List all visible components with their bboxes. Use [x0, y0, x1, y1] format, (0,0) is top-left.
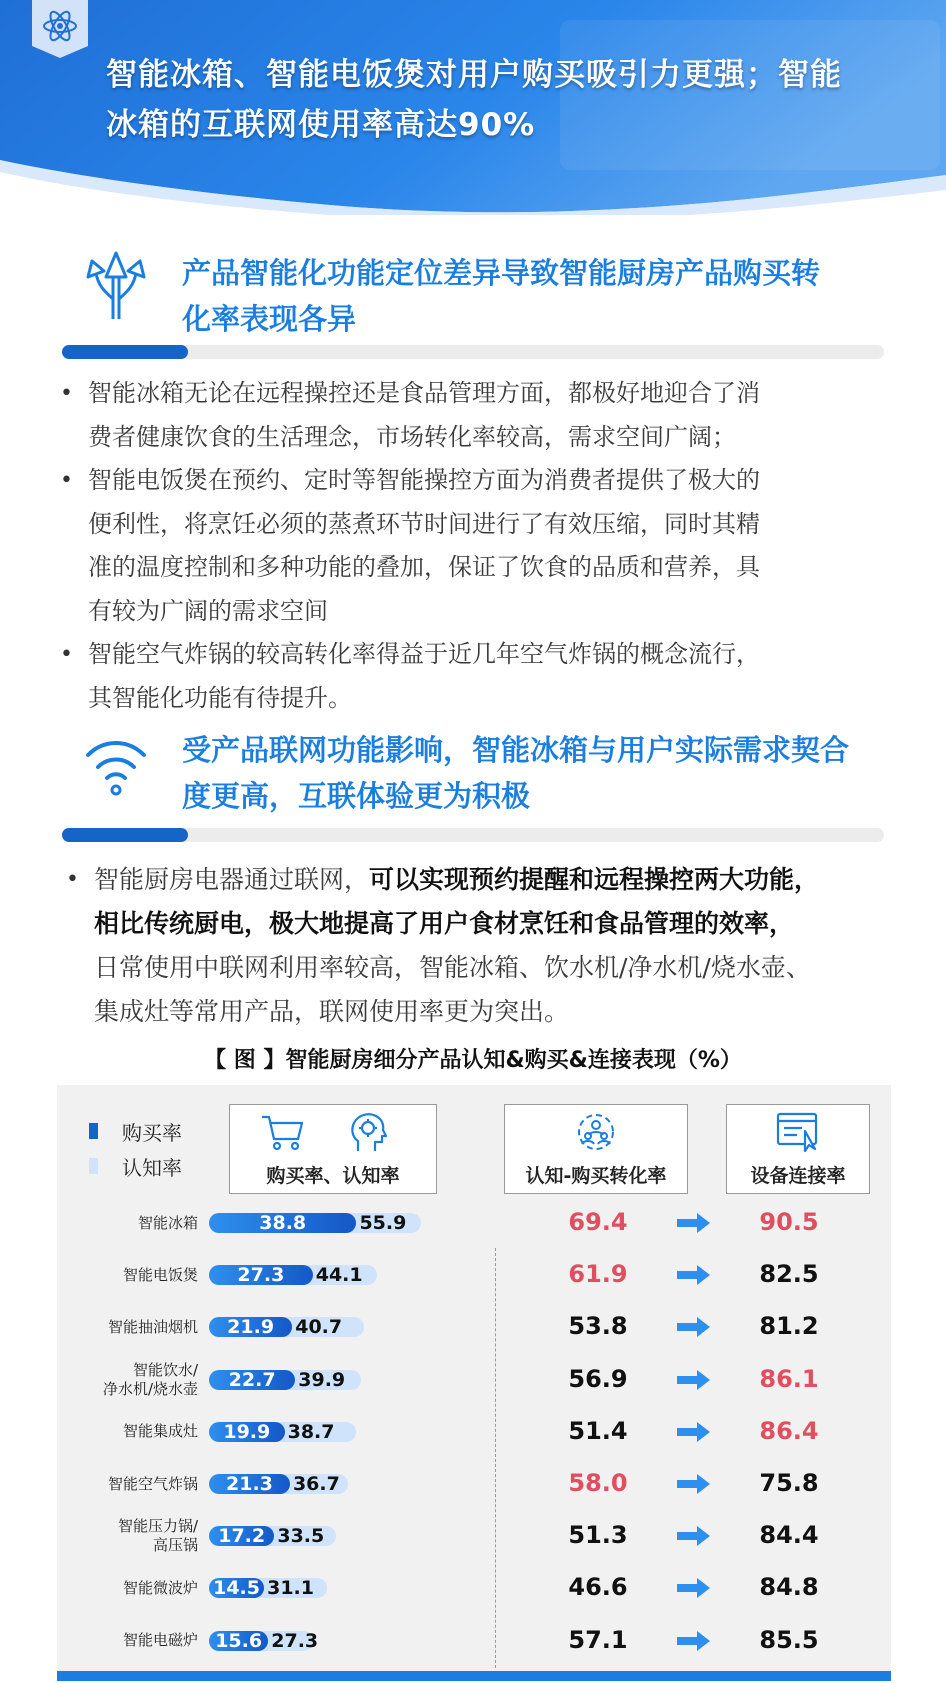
category-label: [70, 1361, 198, 1399]
connection-rate-value: 84.8: [759, 1573, 819, 1602]
category-label: [70, 1475, 198, 1494]
category-label: [70, 1214, 198, 1233]
column-header-rates: [229, 1104, 437, 1194]
page-title-line-2: 冰箱的互联网使用率高达90%: [106, 107, 536, 143]
legend-swatch-aware: [89, 1158, 98, 1174]
section-2-divider: [62, 828, 884, 842]
bullet-line: 费者健康饮食的生活理念，市场转化率较高，需求空间广阔；: [88, 422, 736, 451]
conversion-rate-value: 46.6: [568, 1573, 628, 1602]
category-label-line: 智能微波炉: [122, 1578, 198, 1597]
category-label: [70, 1318, 198, 1337]
bullet-bold-text-1: 可以实现预约提醒和远程操控两大功能，: [369, 865, 820, 894]
bar-purchase: 22.7: [209, 1370, 295, 1390]
bullet-line: 有较为广阔的需求空间: [88, 596, 328, 625]
column-header-connection-label: 设备连接率: [750, 1165, 846, 1187]
section-1-title: [182, 250, 912, 342]
bar-purchase: 15.6: [209, 1631, 268, 1651]
conversion-rate-value: 57.1: [568, 1625, 628, 1654]
screen-click-icon: [775, 1111, 821, 1153]
category-label-line: 智能压力锅/: [117, 1517, 198, 1536]
section-1-bullet: [54, 372, 904, 459]
arrows-split-icon: [84, 247, 148, 321]
page-title-line-1: 智能冰箱、智能电饭煲对用户购买吸引力更强；智能: [106, 57, 842, 93]
connection-rate-value: 86.1: [759, 1364, 819, 1393]
legend-label-buy: 购买率: [122, 1121, 182, 1145]
bar-purchase: 21.3: [209, 1474, 290, 1494]
category-label: [70, 1631, 198, 1650]
conversion-rate-value: 53.8: [568, 1312, 628, 1341]
category-label-line: 智能空气炸锅: [107, 1474, 198, 1493]
section-2-title-line-2: 度更高，互联体验更为积极: [182, 779, 531, 813]
column-header-conversion-label: 认知-购买转化率: [525, 1165, 667, 1187]
arrow-right-icon: [677, 1369, 711, 1391]
legend-label-aware: 认知率: [122, 1156, 182, 1180]
section-1-bullet: [54, 459, 904, 633]
bullet-lead-text: 智能厨房电器通过联网，: [94, 865, 370, 894]
connection-rate-value: 84.4: [759, 1521, 819, 1550]
conversion-rate-value: 51.3: [568, 1521, 628, 1550]
bullet-bold-text-2: 相比传统厨电，极大地提高了用户食材烹饪和食品管理的效率，: [94, 909, 795, 938]
bar-purchase: 14.5: [209, 1578, 264, 1598]
awareness-value: 33.5: [277, 1525, 325, 1548]
arrow-right-icon: [677, 1421, 711, 1443]
conversion-rate-value: 58.0: [568, 1469, 628, 1497]
arrow-right-icon: [677, 1316, 711, 1338]
category-label-line: 净水机/烧水壶: [102, 1379, 198, 1398]
bar-purchase: 17.2: [209, 1526, 274, 1546]
logo-icon: [32, 0, 88, 58]
bullet-line: 智能冰箱无论在远程操控还是食品管理方面，都极好地迎合了消: [88, 379, 760, 407]
connection-rate-value: 85.5: [759, 1625, 819, 1654]
category-label: [70, 1266, 198, 1285]
awareness-value: 40.7: [295, 1316, 343, 1339]
figure-title: 【 图 】智能厨房细分产品认知&购买&连接表现（%）: [204, 1048, 742, 1073]
column-header-connection: [726, 1104, 870, 1194]
connection-rate-value: 75.8: [759, 1469, 819, 1497]
connection-rate-value: 82.5: [759, 1260, 819, 1289]
conversion-rate-value: 51.4: [568, 1416, 628, 1445]
category-label-line: 智能抽油烟机: [107, 1317, 198, 1336]
wifi-icon: [84, 735, 148, 797]
bar-purchase: 38.8: [209, 1213, 356, 1233]
section-1-bullets: [54, 372, 904, 720]
bullet-line: 便利性，将烹饪必须的蒸煮环节时间进行了有效压缩，同时其精: [88, 509, 760, 538]
bullet-line: 准的温度控制和多种功能的叠加，保证了饮食的品质和营养，具: [88, 553, 760, 581]
connection-rate-value: 86.4: [759, 1416, 819, 1445]
bar-purchase: 27.3: [209, 1265, 313, 1285]
arrow-right-icon: [677, 1577, 711, 1599]
column-header-rates-label: 购买率、认知率: [266, 1165, 400, 1187]
category-label-line: 智能集成灶: [122, 1422, 198, 1441]
connection-rate-value: 90.5: [759, 1208, 819, 1236]
bar-purchase: 21.9: [209, 1317, 292, 1337]
category-label: [70, 1579, 198, 1598]
awareness-value: 27.3: [271, 1629, 319, 1652]
section-1-bullet: [54, 633, 904, 720]
awareness-value: 36.7: [292, 1473, 340, 1495]
category-label-line: 高压锅: [152, 1536, 198, 1555]
conversion-rate-value: 56.9: [568, 1364, 628, 1393]
conversion-rate-value: 69.4: [568, 1208, 628, 1236]
column-header-conversion: [504, 1104, 688, 1194]
section-1-divider: [62, 345, 884, 359]
bullet-rest-text-2: 集成灶等常用产品，联网使用率更为突出。: [94, 997, 570, 1026]
section-2-title-line-1: 受产品联网功能影响，智能冰箱与用户实际需求契合: [182, 733, 850, 767]
column-divider: [495, 1248, 496, 1668]
legend-swatch-buy: [89, 1123, 98, 1139]
arrow-right-icon: [677, 1525, 711, 1547]
category-label-line: 智能饮水/: [132, 1360, 198, 1379]
page-title: [106, 50, 906, 150]
arrow-right-icon: [677, 1473, 711, 1495]
bullet-line: 智能空气炸锅的较高转化率得益于近几年空气炸锅的概念流行，: [88, 640, 760, 668]
awareness-value: 31.1: [267, 1577, 314, 1600]
section-2-divider-accent: [62, 828, 188, 842]
category-label: [70, 1422, 198, 1441]
section-1-title-line-2: 化率表现各异: [182, 302, 357, 336]
bullet-rest-text-1: 日常使用中联网利用率较高，智能冰箱、饮水机/净水机/烧水壶、: [94, 953, 811, 982]
bottom-accent-line: [57, 1671, 891, 1681]
section-1-divider-accent: [62, 345, 188, 359]
awareness-value: 44.1: [315, 1264, 363, 1287]
section-2-bullets: [60, 858, 920, 1034]
arrow-right-icon: [677, 1212, 711, 1234]
bar-purchase: 19.9: [209, 1422, 285, 1442]
brain-head-icon: [348, 1111, 388, 1153]
section-1-title-line-1: 产品智能化功能定位差异导致智能厨房产品购买转: [182, 256, 821, 290]
awareness-value: 55.9: [359, 1212, 407, 1234]
bullet-line: 智能电饭煲在预约、定时等智能操控方面为消费者提供了极大的: [88, 466, 760, 494]
category-label-line: 智能电饭煲: [122, 1265, 198, 1284]
conversion-rate-value: 61.9: [568, 1260, 628, 1289]
section-2-title: [182, 727, 912, 819]
awareness-value: 39.9: [298, 1368, 346, 1391]
category-label: [70, 1517, 198, 1555]
arrow-right-icon: [677, 1630, 711, 1652]
people-cycle-icon: [575, 1111, 617, 1153]
cart-icon: [260, 1113, 306, 1153]
category-label-line: 智能电磁炉: [122, 1631, 198, 1650]
connection-rate-value: 81.2: [759, 1312, 819, 1341]
bullet-line: 其智能化功能有待提升。: [88, 683, 352, 712]
category-label-line: 智能冰箱: [137, 1213, 198, 1232]
section-2-bullet: [60, 858, 920, 1034]
arrow-right-icon: [677, 1264, 711, 1286]
awareness-value: 38.7: [287, 1420, 335, 1443]
